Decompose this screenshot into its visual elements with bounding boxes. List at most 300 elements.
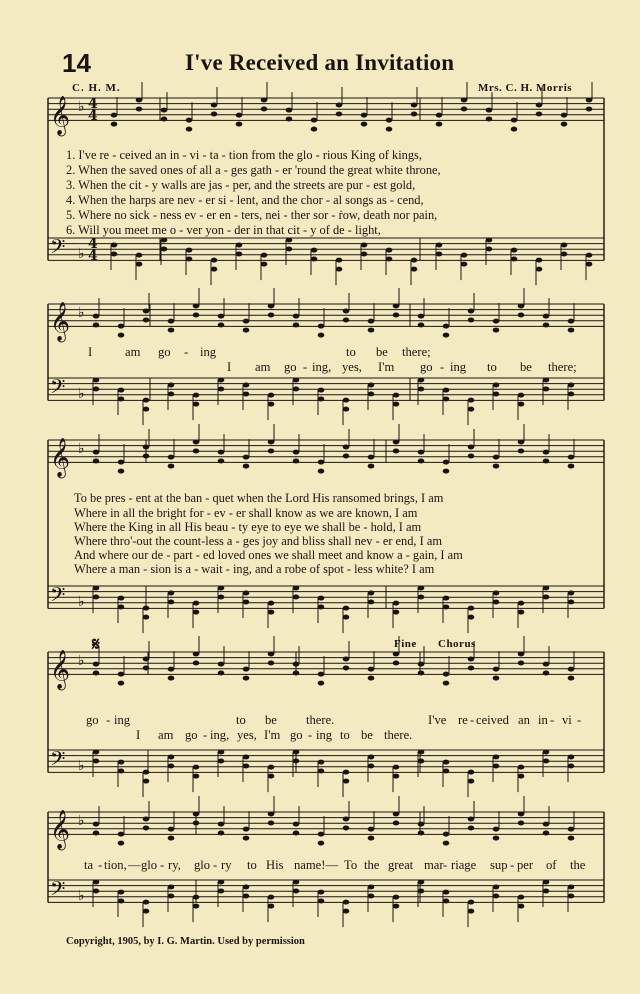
s4-word: ing, [210, 728, 230, 742]
note-head [343, 817, 350, 822]
note-head [486, 238, 493, 243]
s2-word: ing, [312, 360, 332, 374]
note-head [343, 770, 350, 775]
note-head [493, 464, 500, 469]
note-head [436, 243, 443, 248]
verse-4-refrain-line: Where thro'-out the count-less a - ges joy and bliss shall nev - er end, I am [74, 534, 442, 548]
note-head [493, 836, 500, 841]
note-head [443, 760, 450, 765]
s2-word: to [487, 360, 497, 374]
note-head [293, 386, 300, 391]
note-head [293, 671, 300, 676]
note-head [543, 671, 550, 676]
note-head [293, 758, 300, 763]
note-head [193, 312, 200, 317]
note-head [418, 594, 425, 599]
note-head [361, 243, 368, 248]
note-head [493, 392, 500, 397]
note-head [143, 817, 150, 822]
note-head [468, 817, 475, 822]
note-head [443, 672, 450, 677]
note-head [218, 671, 225, 676]
note-head [243, 894, 250, 899]
note-head [568, 600, 575, 605]
s2-word: ing [450, 360, 467, 374]
note-head [361, 122, 368, 127]
note-head [568, 764, 575, 769]
note-head [118, 672, 125, 677]
note-head [518, 402, 525, 407]
s4-word: go [185, 728, 198, 742]
note-head [493, 827, 500, 832]
s5-word: riage [451, 858, 477, 872]
note-head [493, 764, 500, 769]
note-head [443, 324, 450, 329]
note-head [568, 455, 575, 460]
note-head [443, 397, 450, 402]
s4-word: an [518, 713, 530, 727]
note-head [268, 774, 275, 779]
verse-6-line: 6. Will you meet me o - ver yon - der in that cit - y of de - light, [66, 223, 381, 237]
s5-word: sup [490, 858, 508, 872]
note-head [236, 113, 243, 118]
note-head [568, 392, 575, 397]
note-head [111, 122, 118, 127]
note-head [193, 652, 200, 657]
flat-sign: ♭ [78, 593, 85, 610]
s5-word: glo [141, 858, 158, 872]
verse-4-line: 4. When the harps are nev - er si - lent, and the chor - al songs as - cend, [66, 193, 424, 207]
note-head [468, 826, 475, 831]
clef-symbol: 𝄢 [50, 374, 66, 403]
note-head [568, 667, 575, 672]
note-head [361, 252, 368, 257]
note-head [518, 812, 525, 817]
s4-word: I'm [264, 728, 281, 742]
s2-word: to [346, 345, 356, 359]
note-head [468, 666, 475, 671]
note-head [93, 594, 100, 599]
note-head [443, 388, 450, 393]
note-head [243, 827, 250, 832]
note-head [286, 117, 293, 122]
note-head [218, 888, 225, 893]
clef-symbol: 𝄞 [50, 649, 71, 690]
note-head [218, 450, 225, 455]
note-head [418, 314, 425, 319]
note-head [293, 822, 300, 827]
note-head [193, 601, 200, 606]
note-head [386, 127, 393, 132]
note-head [143, 309, 150, 314]
note-head [118, 333, 125, 338]
note-head [418, 386, 425, 391]
note-head [343, 826, 350, 831]
s5-word: To [344, 858, 358, 872]
note-head [386, 118, 393, 123]
lyricist-credit: C. H. M. [72, 82, 121, 94]
note-head [318, 681, 325, 686]
note-head [118, 841, 125, 846]
note-head [568, 383, 575, 388]
note-head [93, 671, 100, 676]
note-head [268, 660, 275, 665]
note-head [293, 880, 300, 885]
note-head [93, 314, 100, 319]
note-head [186, 118, 193, 123]
note-head [568, 328, 575, 333]
note-head [93, 386, 100, 391]
note-head [443, 832, 450, 837]
note-head [518, 774, 525, 779]
s5-word: His [266, 858, 284, 872]
note-head [336, 103, 343, 108]
s5-word: mar [424, 858, 444, 872]
note-head [236, 252, 243, 257]
note-head [393, 660, 400, 665]
time-signature: 4 [88, 236, 98, 252]
hymn-title: I've Received an Invitation [185, 50, 455, 75]
note-head [368, 894, 375, 899]
s2-word: go [158, 345, 171, 359]
note-head [411, 112, 418, 117]
note-head [218, 662, 225, 667]
note-head [93, 750, 100, 755]
note-head [561, 122, 568, 127]
note-head [261, 106, 268, 111]
note-head [318, 841, 325, 846]
note-head [543, 758, 550, 763]
s5-word: ry [221, 858, 232, 872]
clef-symbol: 𝄢 [50, 582, 66, 611]
note-head [568, 894, 575, 899]
note-head [411, 103, 418, 108]
note-head [168, 894, 175, 899]
s4-word: - [577, 713, 582, 727]
verse-5-refrain-line: And where our de - part - ed loved ones we shall meet and know a - gain, I am [74, 548, 463, 562]
flat-sign: ♭ [78, 441, 85, 458]
flat-sign: ♭ [78, 813, 85, 830]
note-head [218, 822, 225, 827]
note-head [443, 841, 450, 846]
note-head [168, 827, 175, 832]
note-head [511, 257, 518, 262]
note-head [168, 885, 175, 890]
note-head [293, 586, 300, 591]
note-head [268, 393, 275, 398]
note-head [586, 98, 593, 103]
s5-word: of [546, 858, 557, 872]
note-head [193, 448, 200, 453]
note-head [268, 765, 275, 770]
note-head [443, 890, 450, 895]
note-head [368, 836, 375, 841]
note-head [243, 764, 250, 769]
note-head [518, 304, 525, 309]
note-head [268, 312, 275, 317]
note-head [543, 386, 550, 391]
note-head [318, 760, 325, 765]
note-head [518, 440, 525, 445]
note-head [543, 378, 550, 383]
note-head [211, 258, 218, 263]
s5-word: ry, [168, 858, 181, 872]
note-head [93, 378, 100, 383]
note-head [193, 610, 200, 615]
note-head [118, 769, 125, 774]
note-head [543, 314, 550, 319]
clef-symbol: 𝄞 [50, 437, 71, 478]
s4-word: - [203, 728, 208, 742]
note-head [393, 895, 400, 900]
note-head [118, 388, 125, 393]
note-head [386, 257, 393, 262]
note-head [543, 459, 550, 464]
note-head [318, 469, 325, 474]
note-head [168, 392, 175, 397]
clef-symbol: 𝄢 [50, 234, 66, 263]
note-head [318, 672, 325, 677]
flat-sign: ♭ [78, 653, 85, 670]
note-head [168, 383, 175, 388]
note-head [543, 323, 550, 328]
note-head [111, 243, 118, 248]
note-head [293, 831, 300, 836]
note-head [211, 103, 218, 108]
note-head [368, 591, 375, 596]
note-head [118, 605, 125, 610]
s4-word: vi [562, 713, 572, 727]
note-head [518, 601, 525, 606]
note-head [511, 248, 518, 253]
s2-word: there; [548, 360, 577, 374]
note-head [393, 904, 400, 909]
note-head [111, 252, 118, 257]
note-head [568, 319, 575, 324]
verse-1-line: 1. I've re - ceived an in - vi - ta - tion from the glo - rious King of kings, [66, 148, 422, 162]
note-head [218, 594, 225, 599]
note-head [293, 378, 300, 383]
note-head [311, 118, 318, 123]
note-head [543, 662, 550, 667]
note-head [318, 388, 325, 393]
s2-word: there; [402, 345, 431, 359]
s5-word: ta [84, 858, 94, 872]
note-head [168, 764, 175, 769]
note-head [368, 827, 375, 832]
note-head [393, 610, 400, 615]
note-head [336, 112, 343, 117]
note-head [168, 755, 175, 760]
verse-2-refrain-line: Where in all the bright for - ev - er shall know as we are known, I am [74, 506, 418, 520]
note-head [368, 667, 375, 672]
note-head [418, 671, 425, 676]
note-head [436, 122, 443, 127]
note-head [161, 117, 168, 122]
s5-word: tion, [104, 858, 127, 872]
note-head [143, 770, 150, 775]
note-head [93, 662, 100, 667]
note-head [368, 600, 375, 605]
note-head [318, 769, 325, 774]
copyright-notice: Copyright, 1905, by I. G. Martin. Used by permission [66, 936, 305, 947]
s2-word: - [440, 360, 445, 374]
note-head [536, 267, 543, 272]
s4-word: be [361, 728, 373, 742]
note-head [468, 445, 475, 450]
flat-sign: ♭ [78, 305, 85, 322]
s4-word: I [136, 728, 141, 742]
note-head [536, 112, 543, 117]
note-head [418, 323, 425, 328]
s2-word: be [520, 360, 532, 374]
note-head [293, 323, 300, 328]
note-head [243, 464, 250, 469]
note-head [586, 106, 593, 111]
note-head [393, 402, 400, 407]
note-head [393, 652, 400, 657]
note-head [393, 393, 400, 398]
s5-word: name!— [294, 858, 339, 872]
note-head [518, 820, 525, 825]
note-head [311, 248, 318, 253]
note-head [518, 904, 525, 909]
note-head [568, 591, 575, 596]
note-head [461, 98, 468, 103]
note-head [293, 459, 300, 464]
note-head [518, 765, 525, 770]
s2-word: I'm [378, 360, 395, 374]
note-head [518, 448, 525, 453]
verse-5-line: 5. Where no sick - ness ev - er en - ters, nei - ther sor - ṙow, death nor pain, [66, 208, 438, 222]
flat-sign: ♭ [78, 385, 85, 402]
note-head [568, 676, 575, 681]
s2-word: I [227, 360, 232, 374]
note-head [118, 760, 125, 765]
clef-symbol: 𝄞 [50, 95, 71, 136]
note-head [318, 890, 325, 895]
note-head [293, 450, 300, 455]
note-head [543, 450, 550, 455]
note-head [461, 262, 468, 267]
note-head [161, 246, 168, 251]
s5-word: the [364, 858, 380, 872]
s4-word: there. [384, 728, 413, 742]
note-head [368, 764, 375, 769]
time-signature: 4 [88, 108, 98, 124]
note-head [193, 440, 200, 445]
note-head [536, 258, 543, 263]
note-head [236, 122, 243, 127]
note-head [518, 393, 525, 398]
note-head [268, 652, 275, 657]
flat-sign: ♭ [78, 757, 85, 774]
note-head [561, 252, 568, 257]
note-head [386, 248, 393, 253]
note-head [568, 836, 575, 841]
s4-word: to [340, 728, 350, 742]
hymn-number: 14 [62, 48, 91, 78]
note-head [318, 899, 325, 904]
note-head [218, 586, 225, 591]
note-head [293, 594, 300, 599]
note-head [318, 605, 325, 610]
note-head [443, 899, 450, 904]
note-head [436, 252, 443, 257]
note-head [393, 448, 400, 453]
note-head [586, 262, 593, 267]
note-head [586, 253, 593, 258]
note-head [268, 812, 275, 817]
note-head [261, 253, 268, 258]
note-head [343, 454, 350, 459]
note-head [243, 836, 250, 841]
note-head [218, 386, 225, 391]
note-head [318, 596, 325, 601]
note-head [368, 319, 375, 324]
note-head [268, 440, 275, 445]
note-head [443, 596, 450, 601]
s2-word: go [420, 360, 433, 374]
note-head [318, 832, 325, 837]
note-head [118, 469, 125, 474]
note-head [511, 127, 518, 132]
note-head [493, 885, 500, 890]
note-head [118, 460, 125, 465]
note-head [311, 257, 318, 262]
note-head [461, 106, 468, 111]
note-head [468, 779, 475, 784]
note-head [393, 312, 400, 317]
note-head [443, 681, 450, 686]
note-head [443, 333, 450, 338]
note-head [93, 450, 100, 455]
time-signature: 4 [88, 248, 98, 264]
note-head [168, 319, 175, 324]
note-head [468, 454, 475, 459]
note-head [243, 319, 250, 324]
note-head [468, 606, 475, 611]
note-head [193, 895, 200, 900]
note-head [468, 900, 475, 905]
note-head [243, 667, 250, 672]
note-head [168, 676, 175, 681]
note-head [143, 407, 150, 412]
note-head [243, 885, 250, 890]
s4-word: am [158, 728, 174, 742]
note-head [511, 118, 518, 123]
note-head [193, 812, 200, 817]
note-head [243, 591, 250, 596]
note-head [443, 469, 450, 474]
composer-credit: Mrs. C. H. Morris [478, 82, 573, 94]
note-head [361, 113, 368, 118]
note-head [218, 750, 225, 755]
s4-word: go [290, 728, 303, 742]
s4-word: re [458, 713, 468, 727]
note-head [243, 455, 250, 460]
note-head [93, 888, 100, 893]
note-head [218, 323, 225, 328]
s2-word: am [255, 360, 271, 374]
note-head [368, 885, 375, 890]
note-head [168, 667, 175, 672]
note-head [368, 676, 375, 681]
note-head [343, 615, 350, 620]
note-head [143, 398, 150, 403]
note-head [218, 831, 225, 836]
note-head [268, 610, 275, 615]
